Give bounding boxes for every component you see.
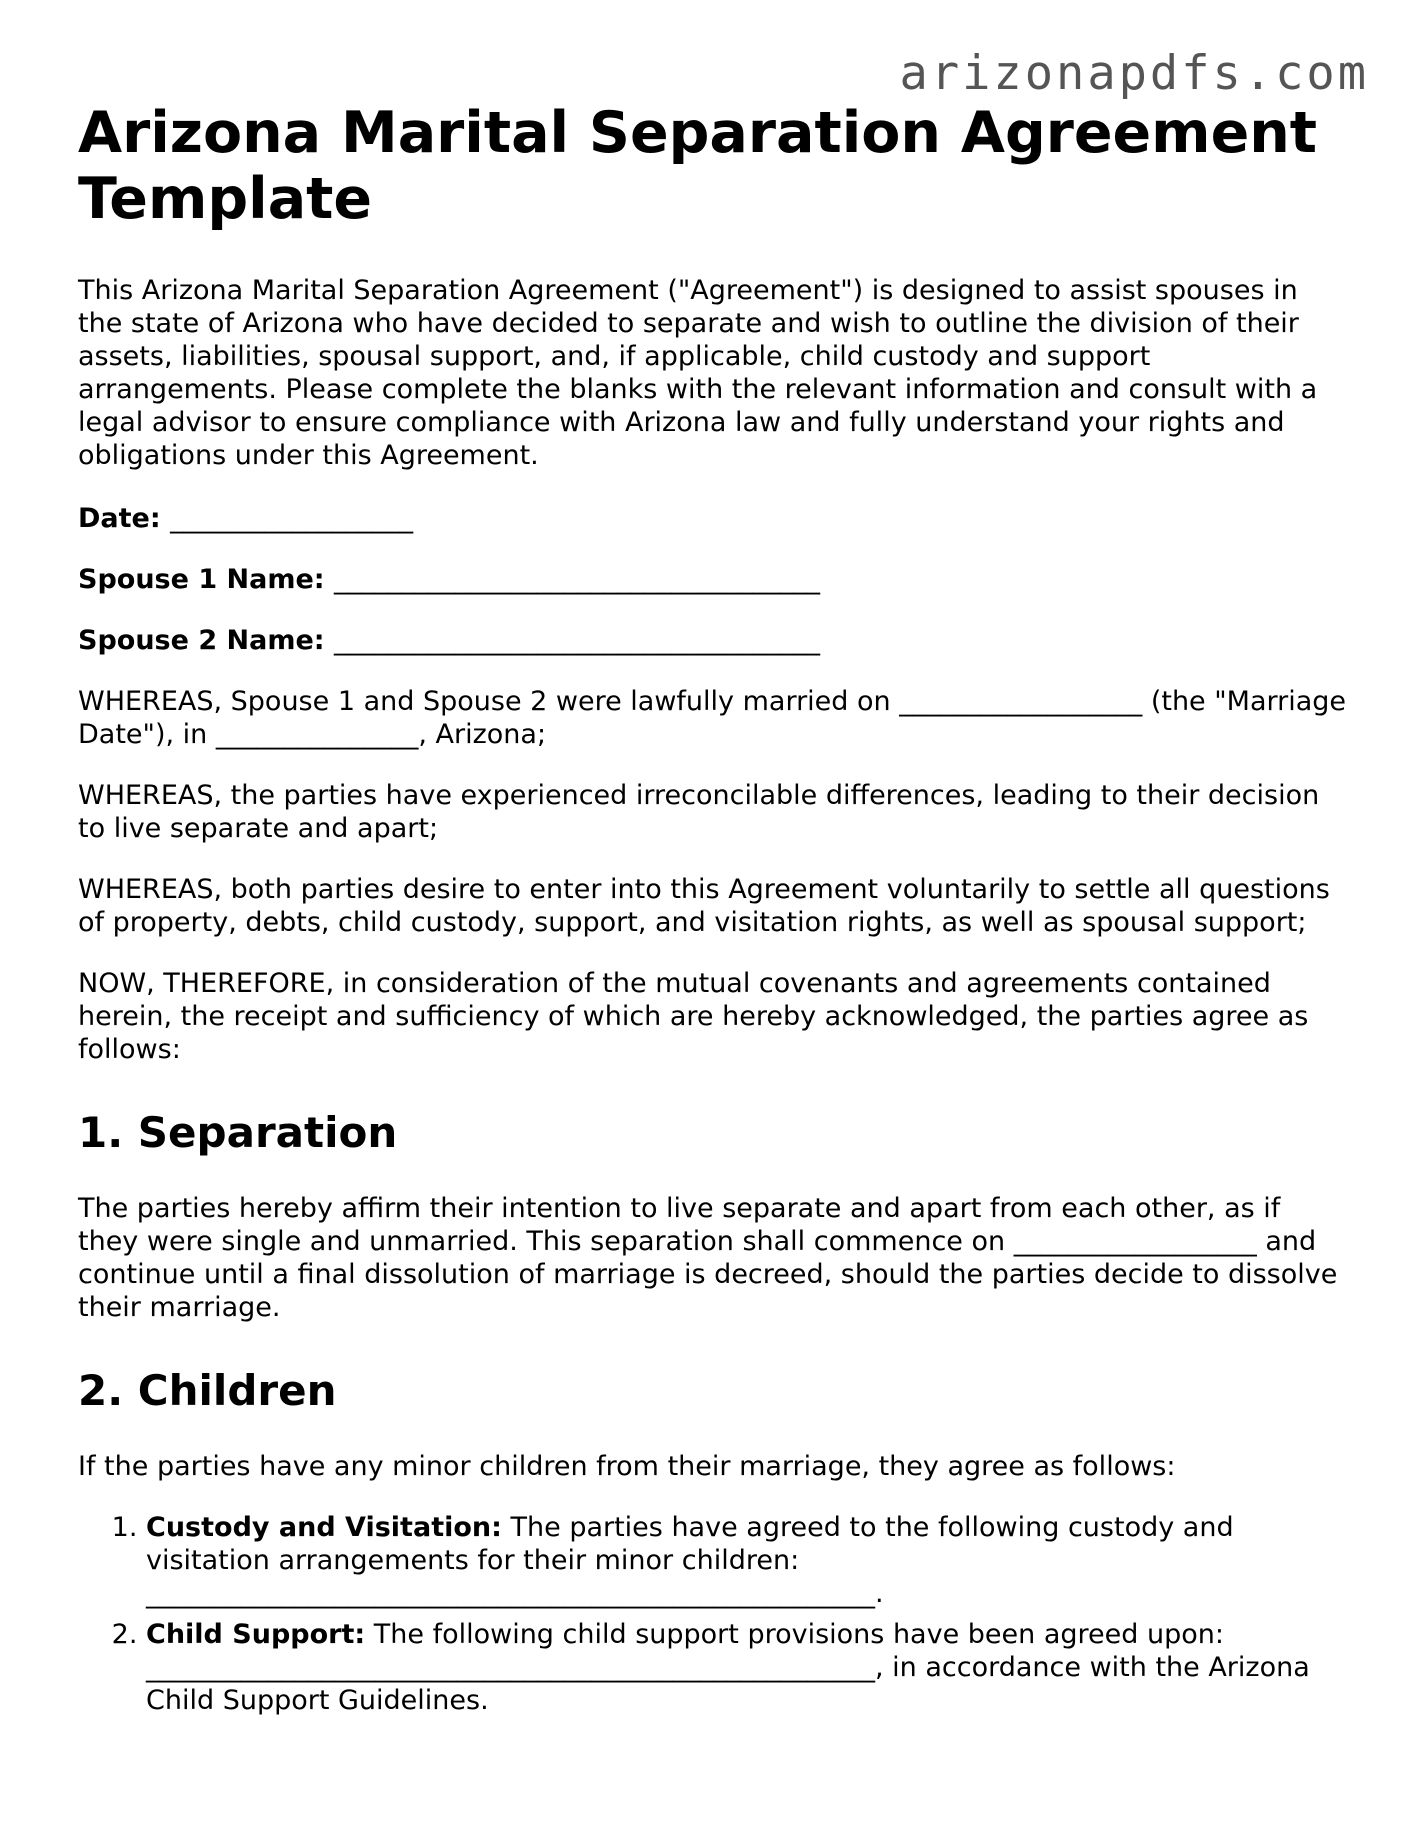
section-2-heading: 2. Children xyxy=(78,1366,337,1415)
section-1-heading: 1. Separation xyxy=(78,1108,398,1157)
separation-date-blank[interactable]: __________________ xyxy=(1013,1226,1257,1257)
section-1-text: The parties hereby affirm their intention to live separate and apart from each other, as if they were single and unmarried. This separation shall commence on xyxy=(78,1193,1281,1257)
child-support-tail: , in accordance with the Arizona Child Support Guidelines. xyxy=(146,1652,1310,1716)
spouse1-field xyxy=(78,563,1348,596)
spouse1-blank[interactable]: ____________________________________ xyxy=(333,564,820,595)
whereas-marriage-text: WHEREAS, Spouse 1 and Spouse 2 were lawfully married on xyxy=(78,686,891,717)
spouse2-blank[interactable]: ____________________________________ xyxy=(333,625,820,656)
whereas-agreement: WHEREAS, both parties desire to enter into this Agreement voluntarily to settle all questions of property, debts, child custody, support, and visitation rights, as well as spousal support; xyxy=(78,874,1330,938)
section-2-intro: If the parties have any minor children from their marriage, they agree as follows: xyxy=(78,1451,1176,1482)
intro-paragraph: This Arizona Marital Separation Agreement ("Agreement") is designed to assist spouses in the state of Arizona who have decided to separate and wish to outline the division of their assets, liabilities, spousal support, and, if applicable, child custody and support arrangements. Please complete the blanks with the relevant information and consult with a legal advisor to ensure compliance with Arizona law and fully understand your rights and obligations under this Agreement. xyxy=(78,275,1318,471)
spouse1-label: Spouse 1 Name: xyxy=(78,564,325,595)
list-item-custody xyxy=(146,1511,1348,1610)
marriage-place-blank[interactable]: _______________ xyxy=(215,719,419,750)
date-field xyxy=(78,502,1348,535)
custody-blank[interactable]: ______________________________________________________ xyxy=(146,1578,875,1609)
custody-label: Custody and Visitation: xyxy=(146,1512,502,1543)
spouse2-label: Spouse 2 Name: xyxy=(78,625,325,656)
date-blank[interactable]: __________________ xyxy=(170,503,414,534)
marriage-date-blank[interactable]: __________________ xyxy=(899,686,1143,717)
whereas-differences: WHEREAS, the parties have experienced irreconcilable differences, leading to their decision to live separate and apart; xyxy=(78,780,1320,844)
section-1-paragraph xyxy=(78,1192,1348,1324)
whereas-marriage-text-3: , Arizona; xyxy=(418,719,547,750)
list-item-child-support xyxy=(146,1618,1348,1717)
children-provisions-list xyxy=(78,1511,1348,1717)
spouse2-field xyxy=(78,624,1348,657)
custody-tail: . xyxy=(875,1578,884,1609)
now-therefore-paragraph: NOW, THEREFORE, in consideration of the mutual covenants and agreements contained herein, the receipt and sufficiency of which are hereby acknowledged, the parties agree as follows: xyxy=(78,968,1309,1065)
whereas-marriage-text-2: (the "Marriage Date"), in xyxy=(78,686,1347,750)
custody-text: The parties have agreed to the following custody and visitation arrangements for their minor children: xyxy=(146,1512,1234,1576)
child-support-text: The following child support provisions have been agreed upon: xyxy=(373,1619,1224,1650)
section-1-text-2: and continue until a final dissolution of marriage is decreed, should the parties decide to dissolve their marriage. xyxy=(78,1226,1338,1323)
date-label: Date: xyxy=(78,503,161,534)
child-support-label: Child Support: xyxy=(146,1619,366,1650)
whereas-marriage xyxy=(78,685,1348,751)
document-title: Arizona Marital Separation Agreement Template xyxy=(78,100,1318,232)
child-support-blank[interactable]: ______________________________________________________ xyxy=(146,1652,875,1683)
site-watermark: arizonapdfs.com xyxy=(899,46,1369,101)
document-page xyxy=(78,100,1348,1725)
